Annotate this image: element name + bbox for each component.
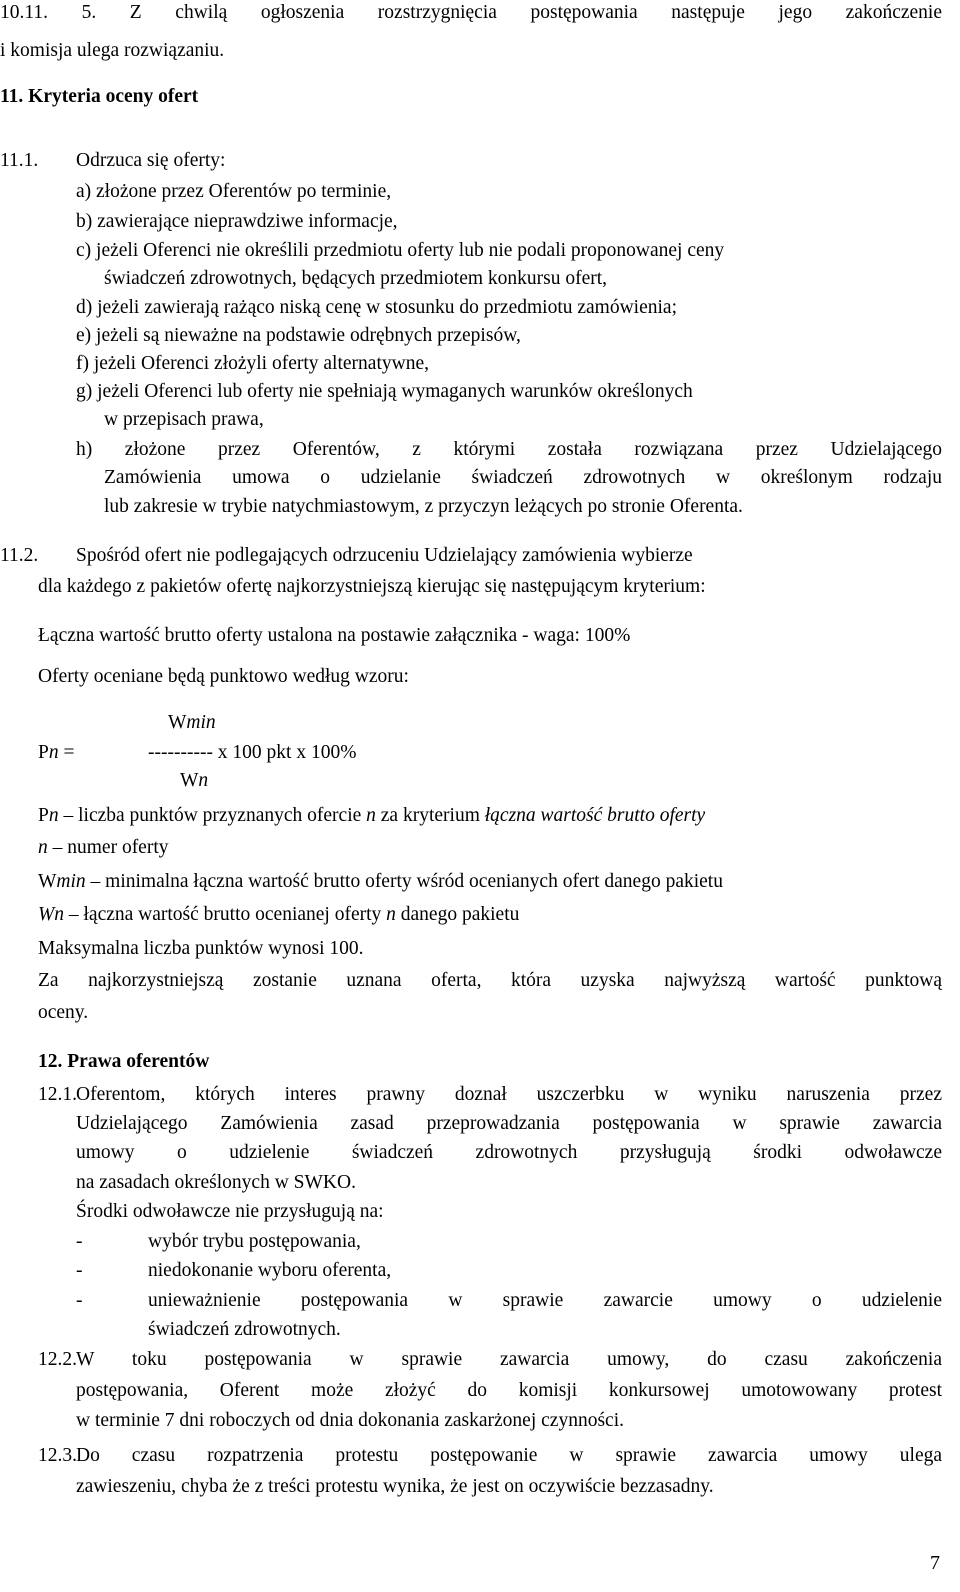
paragraph-12-2-line <box>76 1378 942 1404</box>
paragraph-12-1-number: 12.1. <box>38 1084 77 1105</box>
paragraph-12-2-line: w terminie 7 dni roboczych od dnia dokonania zaskarżonej czynności. <box>76 1410 624 1431</box>
legend-text: – liczba punktów przyznanych ofercie <box>58 805 367 826</box>
list-item-continuation: świadczeń zdrowotnych. <box>148 1319 341 1340</box>
text: Do czasu rozpatrzenia protestu postępowanie w sprawie zawarcia umowy ulega <box>76 1445 942 1466</box>
text: umowy o udzielenie świadczeń zdrowotnych przysługują środki odwoławcze <box>76 1142 942 1163</box>
legend-text: – numer oferty <box>47 837 169 858</box>
list-item: a) złożone przez Oferentów po terminie, <box>76 181 392 202</box>
legend-wmin <box>38 869 723 895</box>
list-item: d) jeżeli zawierają rażąco niską cenę w stosunku do przedmiotu zamówienia; <box>76 297 677 318</box>
formula-denominator <box>180 768 208 794</box>
list-item: wybór trybu postępowania, <box>148 1231 361 1252</box>
paragraph-10-11-5-line1 <box>0 0 942 26</box>
paragraph-12-1-line <box>76 1111 942 1137</box>
list-item: niedokonanie wyboru oferenta, <box>148 1260 392 1281</box>
legend-n <box>38 835 169 861</box>
paragraph-11-1-number: 11.1. <box>0 150 39 171</box>
list-item: c) jeżeli Oferenci nie określili przedmiotu oferty lub nie podali proponowanej ceny <box>76 240 725 261</box>
paragraph-11-2-line2: dla każdego z pakietów ofertę najkorzystniejszą kierując się następującym kryterium: <box>38 576 706 597</box>
legend-pn <box>38 803 705 829</box>
list-item: b) zawierające nieprawdziwe informacje, <box>76 211 398 232</box>
page-number: 7 <box>930 1552 940 1574</box>
section-12-heading: 12. Prawa oferentów <box>38 1051 210 1072</box>
best-offer-line2: oceny. <box>38 1002 89 1023</box>
formula-fraction-bar: ---------- x 100 pkt x 100% <box>148 742 357 763</box>
formula-subscript: n <box>48 742 59 763</box>
formula-lhs <box>38 740 74 766</box>
list-item <box>148 1288 942 1314</box>
legend-symbol-subscript: n <box>48 805 59 826</box>
list-item: g) jeżeli Oferenci lub oferty nie spełniają wymaganych warunków określonych <box>76 381 693 402</box>
list-item <box>76 437 942 463</box>
paragraph-10-11-5-line2: i komisja ulega rozwiązaniu. <box>0 40 225 61</box>
list-item-continuation: świadczeń zdrowotnych, będących przedmiotem konkursu ofert, <box>104 268 608 289</box>
paragraph-12-2-number: 12.2. <box>38 1349 77 1370</box>
paragraph-11-2-line1: Spośród ofert nie podlegających odrzuceniu Udzielający zamówienia wybierze <box>76 545 693 566</box>
text: Zamówienia umowa o udzielanie świadczeń zdrowotnych w określonym rodzaju <box>104 467 942 488</box>
legend-text: – minimalna łączna wartość brutto oferty wśród ocenianych ofert danego pakietu <box>85 871 723 892</box>
legend-symbol: Wn <box>38 904 64 925</box>
paragraph-12-2-line <box>76 1347 942 1373</box>
legend-text: n <box>386 904 396 925</box>
legend-symbol-subscript: min <box>56 871 86 892</box>
text: postępowania, Oferent może złożyć do komisji konkursowej umotowowany protest <box>76 1380 942 1401</box>
no-appeal-intro: Środki odwoławcze nie przysługują na: <box>76 1201 384 1222</box>
list-dash: - <box>76 1260 83 1281</box>
legend-text: danego pakietu <box>395 904 520 925</box>
list-item: e) jeżeli są nieważne na podstawie odrębnych przepisów, <box>76 325 521 346</box>
paragraph-11-1-intro: Odrzuca się oferty: <box>76 150 226 171</box>
list-item: f) jeżeli Oferenci złożyli oferty alternatywne, <box>76 353 429 374</box>
paragraph-12-1-line <box>76 1082 942 1108</box>
legend-text: łączna wartość brutto oferty <box>484 805 706 826</box>
list-item-continuation <box>104 465 942 491</box>
list-item-continuation: lub zakresie w trybie natychmiastowym, z przyczyn leżących po stronie Oferenta. <box>104 496 743 517</box>
formula-equals: = <box>58 742 75 763</box>
formula-subscript: min <box>186 712 216 733</box>
list-item-continuation: w przepisach prawa, <box>104 409 264 430</box>
paragraph-12-3-line <box>76 1443 942 1469</box>
formula-symbol: W <box>168 712 187 733</box>
formula-subscript: n <box>198 770 209 791</box>
criterion-line: Łączna wartość brutto oferty ustalona na postawie załącznika - waga: 100% <box>38 625 631 646</box>
text: Udzielającego Zamówienia zasad przeprowadzania postępowania w sprawie zawarcia <box>76 1113 942 1134</box>
text: 10.11. 5. Z chwilą ogłoszenia rozstrzygnięcia postępowania następuje jego zakończenie <box>0 2 942 23</box>
list-dash: - <box>76 1290 83 1311</box>
legend-text: za kryterium <box>375 805 485 826</box>
legend-symbol: n <box>38 837 48 858</box>
formula-symbol: W <box>180 770 199 791</box>
legend-text: – łączna wartość brutto ocenianej oferty <box>64 904 387 925</box>
max-points-line: Maksymalna liczba punktów wynosi 100. <box>38 938 364 959</box>
legend-wn <box>38 902 519 928</box>
text: h) złożone przez Oferentów, z którymi została rozwiązana przez Udzielającego <box>76 439 942 460</box>
legend-text: n <box>366 805 376 826</box>
paragraph-12-1-line <box>76 1140 942 1166</box>
paragraph-11-2-number: 11.2. <box>0 545 39 566</box>
formula-numerator <box>168 710 216 736</box>
text: Oferentom, których interes prawny doznał uszczerbku w wyniku naruszenia przez <box>76 1084 942 1105</box>
text: unieważnienie postępowania w sprawie zawarcie umowy o udzielenie <box>148 1290 942 1311</box>
legend-symbol: W <box>38 871 57 892</box>
section-11-heading: 11. Kryteria oceny ofert <box>0 86 199 107</box>
formula-symbol: P <box>38 742 49 763</box>
paragraph-12-3-line: zawieszeniu, chyba że z treści protestu wynika, że jest on oczywiście bezzasadny. <box>76 1476 714 1497</box>
formula-intro: Oferty oceniane będą punktowo według wzoru: <box>38 666 409 687</box>
best-offer-line1 <box>38 968 942 994</box>
paragraph-12-1-line: na zasadach określonych w SWKO. <box>76 1172 356 1193</box>
text: W toku postępowania w sprawie zawarcia umowy, do czasu zakończenia <box>76 1349 942 1370</box>
text: Za najkorzystniejszą zostanie uznana oferta, która uzyska najwyższą wartość punktową <box>38 970 942 991</box>
legend-symbol: P <box>38 805 49 826</box>
list-dash: - <box>76 1231 83 1252</box>
paragraph-12-3-number: 12.3. <box>38 1445 77 1466</box>
